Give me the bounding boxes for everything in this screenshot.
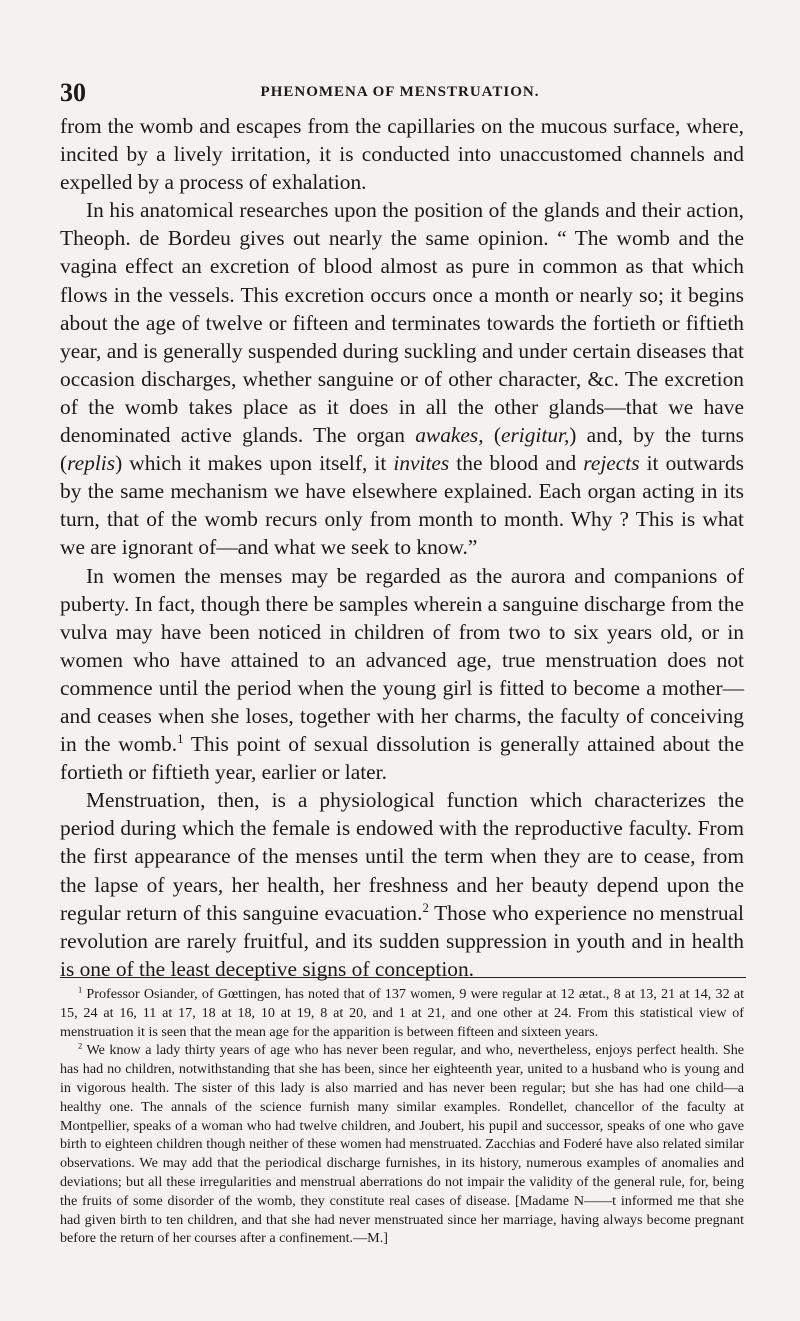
text-run: We know a lady thirty years of age who has never been regular, and who, nevertheless, enjoys perfect health. She has had no children, notwithstanding that she has been, since her eighteenth year, united to a husband who is young and in vigorous health. The sister of this lady is also married and has never been regular; but she has had one child—a healthy one. The annals of the science furnish many similar examples. Rondellet, chancellor of the faculty at Montpellier, speaks of a woman who had twelve children, and Joubert, his pupil and successor, speaks of one who gave birth to eighteen children though neither of these women had menstruated. Zacchias and Foderé have also related similar observations. We may add that the periodical discharge furnishes, in its history, numerous examples of anomalies and deviations; but all these irregularities and menstrual aberrations do not impair the validity of the general rule, for, being the fruits of some disorder of the womb, they constitute real cases of disease. [Madame N——t informed me that she had given birth to ten children, and that she had never menstruated since her marriage, having always become pregnant before the return of her courses after a confinement.—M.] xyxy=(60,1042,744,1247)
page-number: 30 xyxy=(60,78,86,107)
italic-term: replis xyxy=(67,451,116,476)
text-run: In his anatomical researches upon the position of the glands and their action, Theoph. de Bordeu gives out nearly the same opinion. “ The womb and the vagina effect an excretion of blood almost as pure in common as that which flows in the vessels. This excretion occurs once a month or nearly so; it begins about the age of twelve or fifteen and terminates towards the fortieth or fiftieth year, and is generally suspended during suckling and under certain diseases that occasion discharges, whether sanguine or of other character, &c. The excretion of the womb takes place as it does in all the other glands—that we have denominated active glands. The organ xyxy=(60,198,744,448)
text-run: In women the menses may be regarded as the aurora and companions of puberty. In fact, though there be samples wherein a sanguine discharge from the vulva may have been noticed in children of from two to six years old, or in women who have attained to an advanced age, true menstruation does not commence until the period when the young girl is fitted to become a mother—and ceases when she loses, together with her charms, the faculty of conceiving in the womb. xyxy=(60,563,744,757)
italic-term: erigitur, xyxy=(500,423,570,448)
text-run: Menstruation, then, is a physiological function which characterizes the period during which the female is endowed with the reproductive faculty. From the first appearance of the menses until the term when they are to cease, from the lapse of years, her health, her freshness and her beauty depend upon the regular return of this sanguine evacuation. xyxy=(60,788,744,925)
paragraph-4 xyxy=(60,786,744,983)
paragraph-2 xyxy=(60,196,744,561)
text-run: ) and, by the turns ( xyxy=(60,423,744,476)
footnote-marker: 1 xyxy=(78,984,83,995)
footnote-divider xyxy=(60,977,746,978)
body-text xyxy=(60,112,744,983)
text-run: Those who experience no menstrual revolution are rarely fruitful, and its sudden suppression in youth and in health is one of the least deceptive signs of conception. xyxy=(60,900,744,981)
text-run: the blood and xyxy=(449,451,584,476)
footnotes xyxy=(60,985,744,1248)
italic-term: rejects xyxy=(583,451,640,476)
footnote-2 xyxy=(60,1041,744,1248)
footnote-marker: 2 xyxy=(422,900,429,915)
text-run: ( xyxy=(483,423,501,448)
text-run: it outwards by the same mechanism we have elsewhere explained. Each organ acting in its turn, that of the womb recurs only from month to month. Why ? This is what we are ignorant of—and what we seek to know.” xyxy=(60,451,745,560)
italic-term: invites xyxy=(393,451,450,476)
text-run: ) which it makes upon itself, it xyxy=(115,451,394,476)
paragraph-3 xyxy=(60,562,744,787)
running-head: PHENOMENA OF MENSTRUATION. xyxy=(260,84,540,100)
text-run: This point of sexual dissolution is generally attained about the fortieth or fiftieth year, earlier or later. xyxy=(60,732,744,785)
footnote-1 xyxy=(60,985,744,1041)
footnote-marker: 2 xyxy=(78,1040,83,1051)
paragraph-1 xyxy=(60,112,744,196)
text-run: from the womb and escapes from the capillaries on the mucous surface, where, incited by a lively irritation, it is conducted into unaccustomed channels and expelled by a process of exhalation. xyxy=(60,114,744,195)
italic-term: awakes, xyxy=(415,423,484,448)
text-run: Professor Osiander, of Gœttingen, has noted that of 137 women, 9 were regular at 12 ætat., 8 at 13, 21 at 14, 32 at 15, 24 at 16, 11 at 17, 18 at 18, 10 at 19, 8 at 20, and 1 at 21, and one other at 24. From this statistical view of menstruation it is seen that the mean age for the apparition is between fifteen and sixteen years. xyxy=(60,986,744,1040)
page-header xyxy=(60,78,740,107)
footnote-marker: 1 xyxy=(177,731,184,746)
